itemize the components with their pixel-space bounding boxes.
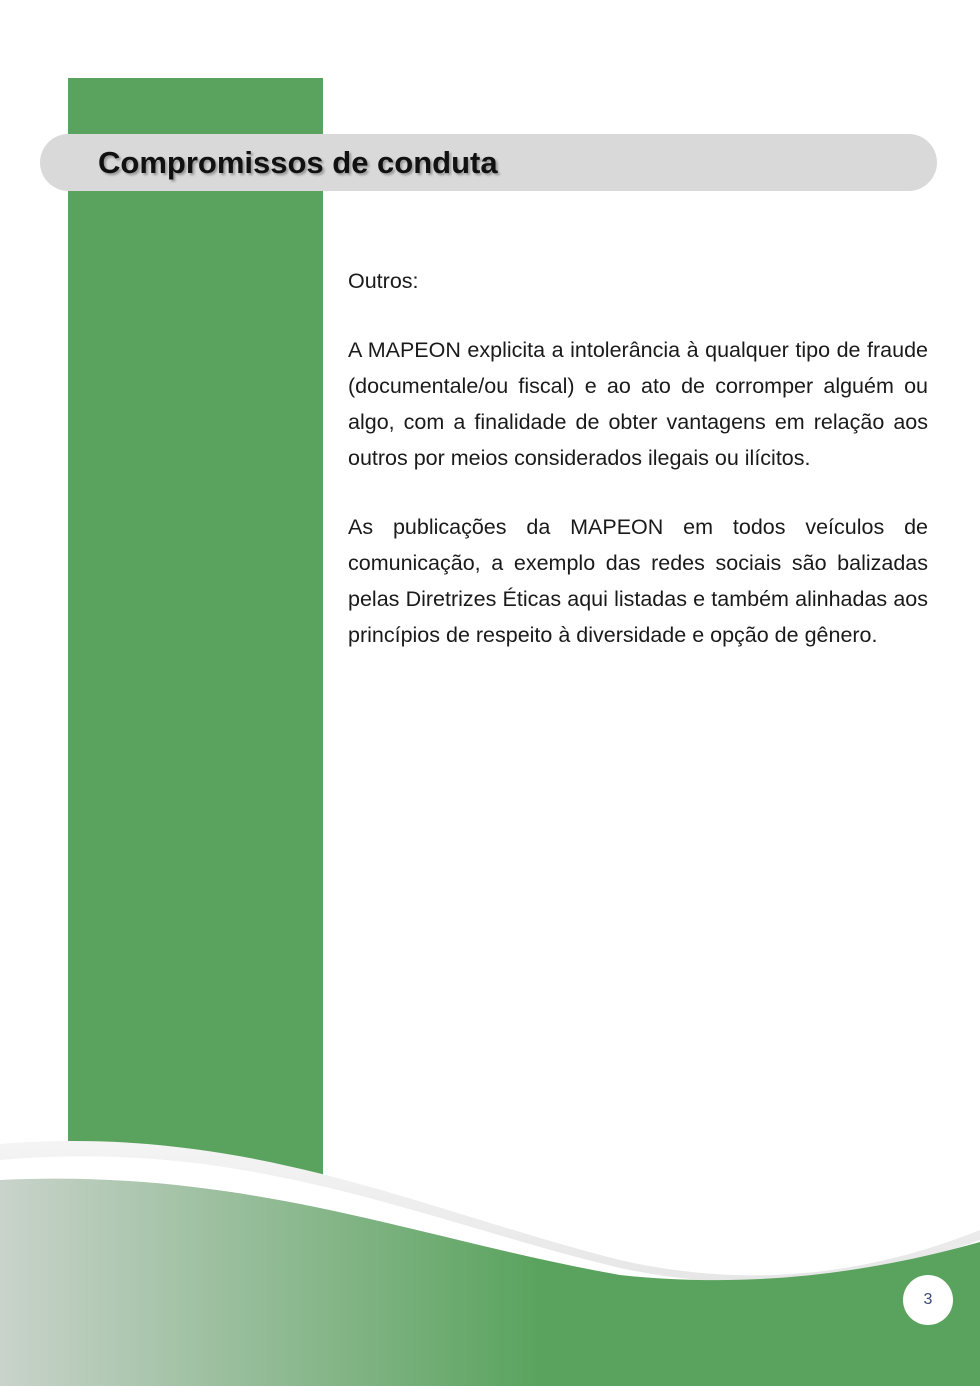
page-number: 3 xyxy=(923,1291,933,1308)
green-sidebar-band xyxy=(68,78,323,1218)
footer-wave xyxy=(0,1130,980,1386)
intro-label: Outros: xyxy=(348,269,419,293)
page-number-badge xyxy=(903,1275,953,1325)
paragraph-publications-policy: As publicações da MAPEON em todos veículos de comunicação, a exemplo das redes sociais são balizadas pelas Diretrizes Éticas aqui listadas e também alinhadas aos princípios de respeito à diversidade e opção de gênero. xyxy=(348,515,928,647)
main-content xyxy=(348,263,928,686)
paragraph-fraud-policy: A MAPEON explicita a intolerância à qualquer tipo de fraude (documentale/ou fiscal) e ao ato de corromper alguém ou algo, com a finalidade de obter vantagens em relação aos outros por meios considerados ilegais ou ilícitos. xyxy=(348,338,928,470)
page-title: Compromissos de conduta xyxy=(98,145,498,180)
footer-wave-green xyxy=(0,1179,980,1386)
